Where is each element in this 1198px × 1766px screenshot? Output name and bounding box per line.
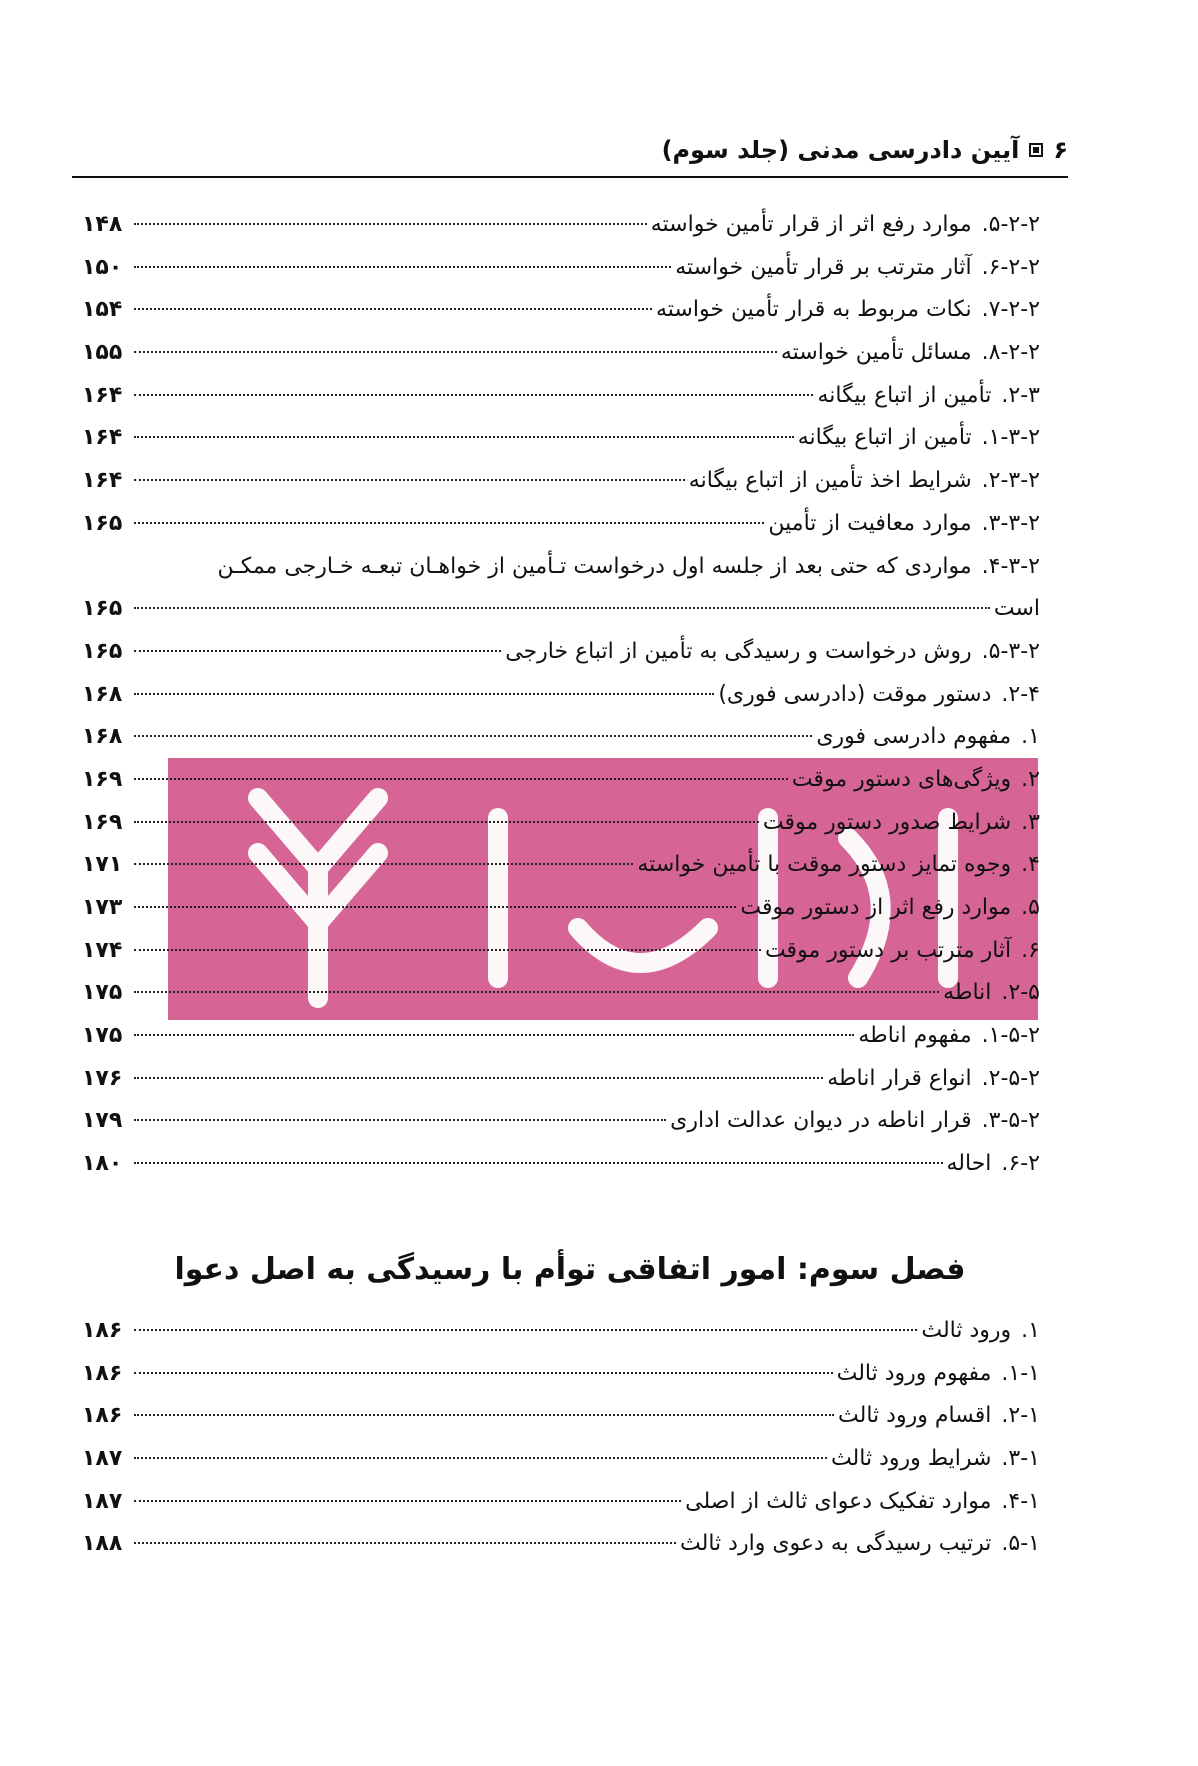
entry-page: ۱۶۴ [82,425,123,451]
toc-row[interactable] [82,1023,1040,1066]
dot-leader [134,1077,823,1079]
entry-title: ترتیب رسیدگی به دعوی وارد ثالث [680,1531,992,1557]
entry-title: انواع قرار اناطه [827,1065,972,1091]
entry-page: ۱۸۶ [82,1403,123,1429]
entry-title: وجوه تمایز دستور موقت با تأمین خواسته [637,852,1012,878]
entry-number: ۲-۳-۲. [981,468,1040,494]
entry-title: ورود ثالث [921,1318,1012,1343]
dot-leader [134,223,647,225]
entry-number: ۲-۳. [1001,382,1040,408]
entry-number: ۴-۳-۲. [981,553,1040,579]
entry-number: ۱-۵-۲. [981,1023,1040,1049]
toc-row[interactable] [82,1489,1040,1532]
dot-leader [134,1542,676,1544]
entry-number: ۲. [1021,766,1040,792]
dot-leader [134,1119,666,1121]
toc-row[interactable] [82,682,1040,725]
toc-row-continuation[interactable] [82,596,1040,639]
entry-title: آثار مترتب بر قرار تأمین خواسته [675,254,972,280]
toc-row[interactable] [82,1151,1040,1194]
entry-title: اناطه [943,980,992,1006]
dot-leader [134,949,761,951]
dot-leader [134,394,813,396]
entry-page: ۱۷۶ [82,1065,123,1091]
dot-leader [134,308,652,310]
toc-section-c [82,1318,1040,1574]
toc-row[interactable] [82,1318,1040,1361]
toc-row[interactable] [82,724,1040,767]
toc-section-a [82,212,1040,1194]
entry-page: ۱۶۴ [82,468,123,494]
entry-page: ۱۷۳ [82,895,123,920]
toc-row[interactable] [82,895,1040,938]
entry-number: ۵-۲-۲. [981,212,1040,237]
entry-page: ۱۸۷ [82,1446,123,1472]
entry-number: ۳. [1021,809,1040,835]
entry-number: ۳-۳-۲. [981,510,1040,536]
entry-page: ۱۵۰ [82,254,123,280]
entry-page: ۱۶۵ [82,510,123,536]
entry-title: آثار مترتب بر دستور موقت [764,937,1012,963]
toc-row[interactable] [82,212,1040,255]
toc-row[interactable] [82,938,1040,981]
entry-page: ۱۷۹ [82,1108,123,1134]
dot-leader [134,778,788,780]
entry-page: ۱۵۵ [82,340,123,366]
entry-page: ۱۸۰ [82,1151,123,1177]
toc-row[interactable] [82,810,1040,853]
entry-page: ۱۶۵ [82,638,123,664]
entry-title: مفهوم دادرسی فوری [816,724,1012,750]
entry-page: ۱۴۸ [82,212,123,237]
entry-title: مسائل تأمین خواسته [780,340,972,366]
toc-row[interactable] [82,767,1040,810]
toc-row[interactable] [82,255,1040,298]
entry-title: مفهوم اناطه [858,1023,972,1049]
entry-page: ۱۵۴ [82,297,123,323]
entry-title-line2: است [993,596,1040,622]
entry-page: ۱۶۹ [82,766,123,792]
toc-row[interactable] [82,1403,1040,1446]
entry-title: مفهوم ورود ثالث [836,1360,992,1386]
entry-number: ۲-۵-۲. [981,1065,1040,1091]
dot-leader [134,1414,834,1416]
dot-leader [134,351,777,353]
entry-title: تأمین از اتباع بیگانه [817,382,992,408]
dot-leader [134,266,671,268]
entry-title: موارد رفع اثر از قرار تأمین خواسته [650,212,972,237]
toc-row[interactable] [82,383,1040,426]
entry-number: ۱. [1021,1318,1040,1343]
entry-title: شرایط صدور دستور موقت [762,809,1012,835]
entry-title: اقسام ورود ثالث [838,1403,992,1429]
page-number: ۶ [1053,136,1068,164]
square-bullet-icon [1029,143,1043,157]
dot-leader [134,735,812,737]
toc-row[interactable] [82,511,1040,554]
entry-page: ۱۶۴ [82,382,123,408]
header-rule [72,176,1068,178]
entry-number: ۵-۳-۲. [981,638,1040,664]
toc-row[interactable] [82,980,1040,1023]
dot-leader [134,1500,681,1502]
entry-title: موارد تفکیک دعوای ثالث از اصلی [685,1488,992,1514]
entry-number: ۶-۲. [1001,1151,1040,1177]
dot-leader [134,906,736,908]
entry-number: ۱. [1021,724,1040,750]
entry-title: شرایط اخذ تأمین از اتباع بیگانه [688,468,972,494]
entry-page: ۱۸۸ [82,1531,123,1557]
entry-number: ۱-۱. [1001,1360,1040,1386]
dot-leader [134,650,501,652]
dot-leader [134,436,794,438]
dot-leader [134,522,764,524]
entry-title: نکات مربوط به قرار تأمین خواسته [656,297,972,323]
entry-page: ۱۸۶ [82,1360,123,1386]
book-title: آیین دادرسی مدنی (جلد سوم) [661,136,1020,164]
dot-leader [134,607,990,609]
dot-leader [134,693,714,695]
toc-row[interactable] [82,297,1040,340]
entry-title: قرار اناطه در دیوان عدالت اداری [670,1108,972,1134]
entry-page: ۱۶۸ [82,681,123,707]
entry-title-line1: مواردی که حتی بعد از جلسه اول درخواست تـأمین از خواهـان تبعـه خـارجی ممکـن [217,553,972,579]
dot-leader [134,863,633,865]
toc-row-wrapped[interactable] [82,554,1040,597]
toc-row[interactable] [82,1108,1040,1151]
entry-number: ۴. [1021,852,1040,878]
entry-number: ۲-۱. [1001,1403,1040,1429]
dot-leader [134,479,685,481]
entry-number: ۲-۵. [1001,980,1040,1006]
entry-page: ۱۷۱ [82,852,123,878]
entry-number: ۶. [1021,937,1040,963]
entry-number: ۵. [1021,895,1040,920]
entry-number: ۴-۱. [1001,1488,1040,1514]
dot-leader [134,1457,827,1459]
toc-row[interactable] [82,1531,1040,1574]
entry-title: موارد معافیت از تأمین [768,510,972,536]
entry-number: ۳-۵-۲. [981,1108,1040,1134]
entry-number: ۶-۲-۲. [981,254,1040,280]
dot-leader [134,821,759,823]
entry-number: ۸-۲-۲. [981,340,1040,366]
dot-leader [134,1329,917,1331]
entry-number: ۲-۴. [1001,681,1040,707]
toc-row[interactable] [82,468,1040,511]
toc-row[interactable] [82,340,1040,383]
entry-title: تأمین از اتباع بیگانه [797,425,972,451]
entry-title: دستور موقت (دادرسی فوری) [718,681,992,707]
entry-page: ۱۶۸ [82,724,123,750]
entry-number: ۱-۳-۲. [981,425,1040,451]
entry-number: ۷-۲-۲. [981,297,1040,323]
dot-leader [134,1034,854,1036]
entry-page: ۱۷۵ [82,1023,123,1049]
entry-title: موارد رفع اثر از دستور موقت [740,895,1012,920]
entry-title: احاله [946,1151,992,1177]
dot-leader [134,991,939,993]
dot-leader [134,1372,833,1374]
entry-number: ۵-۱. [1001,1531,1040,1557]
entry-page: ۱۸۶ [82,1318,123,1343]
toc-row[interactable] [82,852,1040,895]
toc-row[interactable] [82,1361,1040,1404]
entry-title: روش درخواست و رسیدگی به تأمین از اتباع خارجی [505,638,972,664]
toc-row[interactable] [82,1446,1040,1489]
entry-page: ۱۶۵ [82,596,123,622]
toc-row[interactable] [82,1066,1040,1109]
entry-page: ۱۶۹ [82,809,123,835]
entry-page: ۱۸۷ [82,1488,123,1514]
entry-title: شرایط ورود ثالث [830,1446,992,1472]
entry-title: ویژگی‌های دستور موقت [791,766,1012,792]
chapter-heading: فصل سوم: امور اتفاقی توأم با رسیدگی به اصل دعوا [174,1252,966,1287]
toc-row[interactable] [82,425,1040,468]
entry-page: ۱۷۴ [82,937,123,963]
entry-number: ۳-۱. [1001,1446,1040,1472]
running-header [72,136,1068,164]
entry-page: ۱۷۵ [82,980,123,1006]
dot-leader [134,1162,943,1164]
toc-row[interactable] [82,639,1040,682]
